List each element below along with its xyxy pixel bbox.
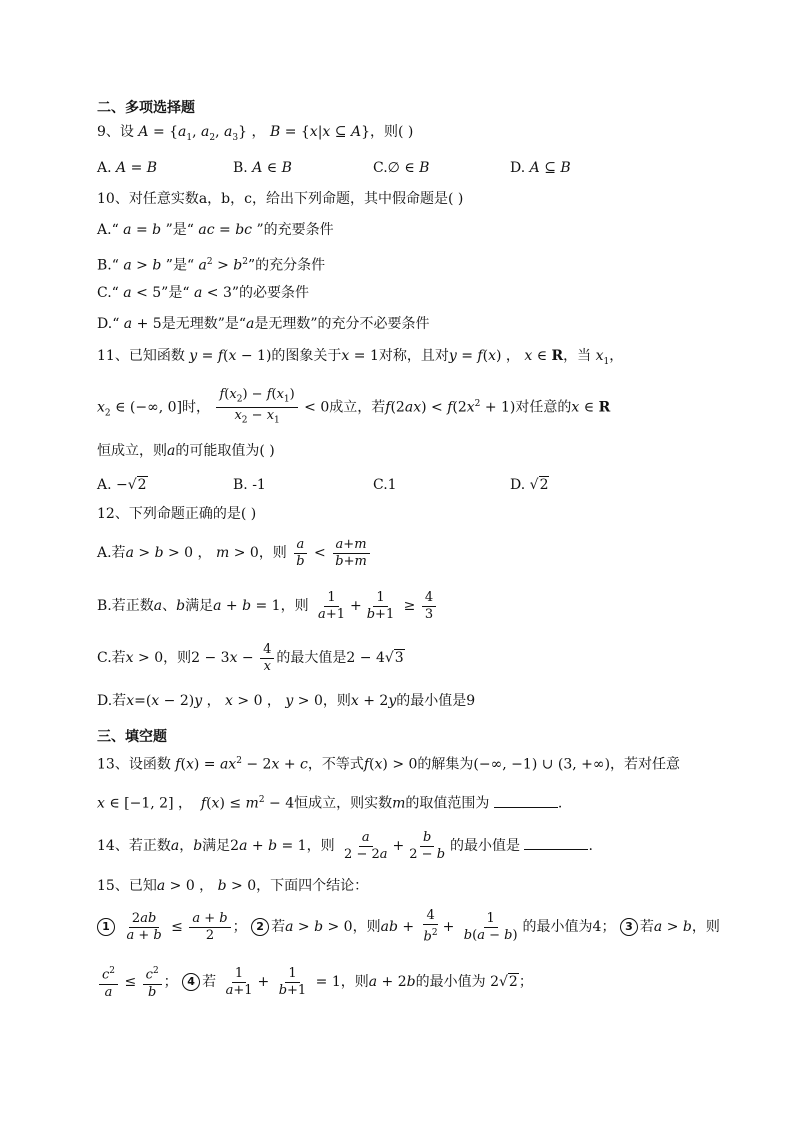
question-9-option-d: D. A ⊆ B <box>510 160 571 176</box>
section-title-multi-choice: 二、多项选择题 <box>97 100 195 116</box>
question-9-option-a: A. A = B <box>97 160 158 176</box>
question-9-option-c: C.∅ ∈ B <box>373 160 430 176</box>
section-title-fill-blank: 三、填空题 <box>97 729 167 745</box>
question-14: 14、若正数a，b满足2a + b = 1，则 $\frac{a}{2 - 2a}$ + $\frac{b}{2 - b}$ 的最小值是 . <box>97 829 593 862</box>
question-10-stem: 10、对任意实数a，b，c，给出下列命题，其中假命题是( ) <box>97 191 464 207</box>
circled-number-1: 1 <box>97 918 115 936</box>
circled-number-4: 4 <box>182 973 200 991</box>
question-11-stem-line1: 11、已知函数 y = f(x − 1)的图象关于x = 1对称，且对y = f(x) ， x ∈ R，当 $x_1$， <box>97 348 624 367</box>
question-11-stem-line3: 恒成立，则a的可能取值为( ) <box>97 443 275 459</box>
question-10-option-c: C.“ a < 5”是“ a < 3”的必要条件 <box>97 285 310 301</box>
question-12-option-d: D.若x=(x − 2)y ， x > 0 ， y > 0，则x + 2y的最小值是9 <box>97 693 476 709</box>
question-9-stem: 9、设 $A = \{a_1$, $a_2$, $a_3$} ， B = {x|x ⊆ A}，则( ) <box>97 124 414 143</box>
question-15-line2: 1 $\frac{2ab}{a + b}$ ≤ $\frac{a + b}{2}$ ； 2 若a > b > 0，则ab + $\frac{4}{b^2}$ + $\frac{1}{b(a - b)}$ 的最小值为4； 3 若a > b，则 <box>97 905 720 949</box>
question-12-option-b: B.若正数a、b满足a + b = 1，则 $\frac{1}{a+1}$ + $\frac{1}{b+1}$ ≥ $\frac{4}{3}$ <box>97 586 438 626</box>
question-10-option-b: B.“ a > b ”是“ $a^2 > b^2$”的充分条件 <box>97 257 326 274</box>
question-11-stem-line2: $x_2$ ∈ (−∞, 0]时， $\frac{f(x_2) - f(x_1)}{x_2 - x_1}$ < 0成立，若$f(2ax) < f(2x^2 + 1)$对任意的x ∈ R <box>97 386 611 426</box>
question-12-option-c: C.若x > 0，则2 − 3x − $\frac{4}{x}$ 的最大值是2 − 4√3 <box>97 641 404 674</box>
question-12-stem: 12、下列命题正确的是( ) <box>97 506 257 522</box>
question-10-option-a: A.“ a = b ”是“ ac = bc ”的充要条件 <box>97 222 334 238</box>
answer-blank-14[interactable] <box>524 835 588 850</box>
question-11-option-d: D. √2 <box>510 477 549 493</box>
circled-number-3: 3 <box>620 918 638 936</box>
answer-blank-13[interactable] <box>494 793 558 808</box>
question-11-option-c: C.1 <box>373 477 397 493</box>
question-13-line1: 13、设函数 $f(x) = ax^2 - 2x + c$，不等式f(x) > 0的解集为(−∞, −1) ∪ (3, +∞)，若对任意 <box>97 756 681 773</box>
question-11-option-b: B. -1 <box>233 477 266 493</box>
circled-number-2: 2 <box>251 918 269 936</box>
question-15-stem: 15、已知a > 0 ， b > 0，下面四个结论： <box>97 878 369 894</box>
question-15-line3: $\frac{c^2}{a}$ ≤ $\frac{c^2}{b}$ ； 4 若 $\frac{1}{a+1}$ + $\frac{1}{b+1}$ = 1，则a + 2b的最小值为 2√2； <box>97 960 533 1004</box>
question-13-line2: x ∈ [−1, 2] ， $f(x) \le m^2 - 4$恒成立，则实数m的取值范围为 . <box>97 790 562 814</box>
question-12-option-a: A.若a > b > 0 ， m > 0，则 $\frac{a}{b}$ < $\frac{a+m}{b+m}$ <box>97 533 372 573</box>
question-11-option-a: A. −√2 <box>97 477 147 493</box>
question-9-option-b: B. A ∈ B <box>233 160 292 176</box>
question-10-option-d: D.“ a + 5是无理数”是“a是无理数”的充分不必要条件 <box>97 316 430 332</box>
